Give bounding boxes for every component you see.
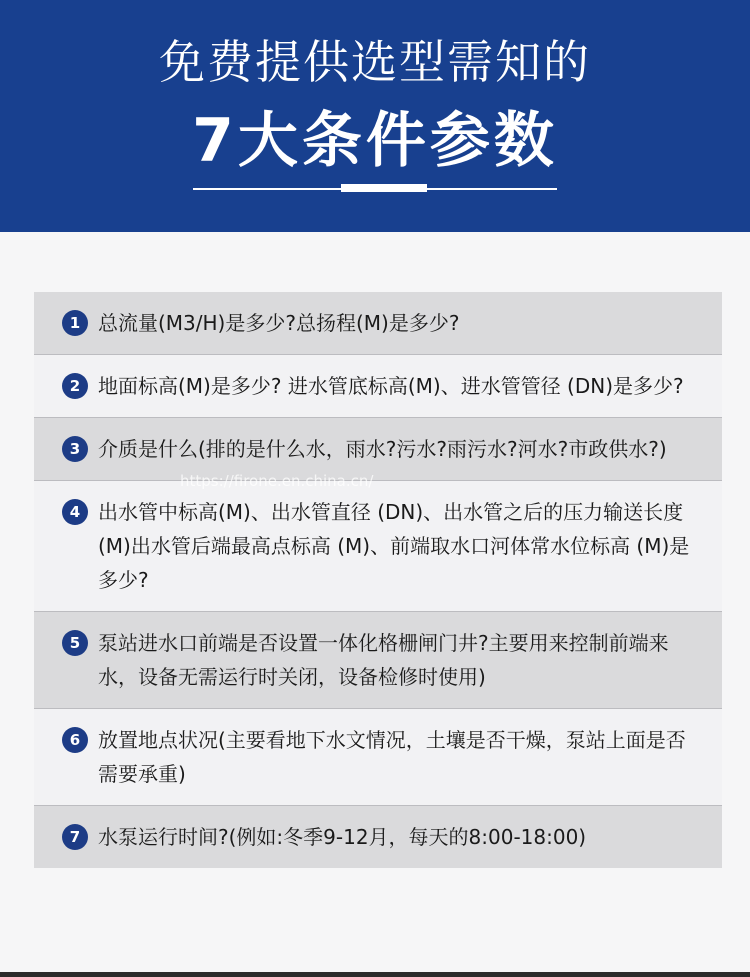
list-item-text: 地面标高(M)是多少? 进水管底标高(M)、进水管管径 (DN)是多少? — [98, 374, 684, 398]
header-banner — [0, 0, 750, 232]
number-badge: 3 — [62, 436, 88, 462]
page-title-line2: 7大条件参数 — [192, 106, 558, 176]
number-badge: 2 — [62, 373, 88, 399]
list-item — [34, 805, 722, 868]
list-item — [34, 417, 722, 480]
list-item-text: 出水管中标高(M)、出水管直径 (DN)、出水管之后的压力输送长度 (M)出水管后端最高点标高 (M)、前端取水口河体常水位标高 (M)是多少? — [98, 500, 690, 592]
number-badge: 6 — [62, 727, 88, 753]
list-item — [34, 480, 722, 611]
title-divider-accent — [341, 184, 427, 192]
number-badge: 5 — [62, 630, 88, 656]
requirements-list — [34, 292, 722, 868]
number-badge: 7 — [62, 824, 88, 850]
list-item-text: 水泵运行时间?(例如:冬季9-12月，每天的8:00-18:00) — [98, 825, 587, 849]
number-badge: 4 — [62, 499, 88, 525]
list-item — [34, 292, 722, 354]
number-badge: 1 — [62, 310, 88, 336]
list-item-text: 介质是什么(排的是什么水，雨水?污水?雨污水?河水?市政供水?) — [98, 437, 667, 461]
bottom-border — [0, 972, 750, 977]
list-item — [34, 611, 722, 708]
list-item-text: 泵站进水口前端是否设置一体化格栅闸门井?主要用来控制前端来水，设备无需运行时关闭，设备检修时使用) — [98, 631, 669, 689]
list-item — [34, 708, 722, 805]
list-item-text: 总流量(M3/H)是多少?总扬程(M)是多少? — [98, 311, 460, 335]
list-item-text: 放置地点状况(主要看地下水文情况，土壤是否干燥，泵站上面是否需要承重) — [98, 728, 686, 786]
page-title-line1: 免费提供选型需知的 — [159, 35, 591, 89]
watermark: https://firone.en.china.cn/ — [180, 472, 374, 490]
list-item — [34, 354, 722, 417]
